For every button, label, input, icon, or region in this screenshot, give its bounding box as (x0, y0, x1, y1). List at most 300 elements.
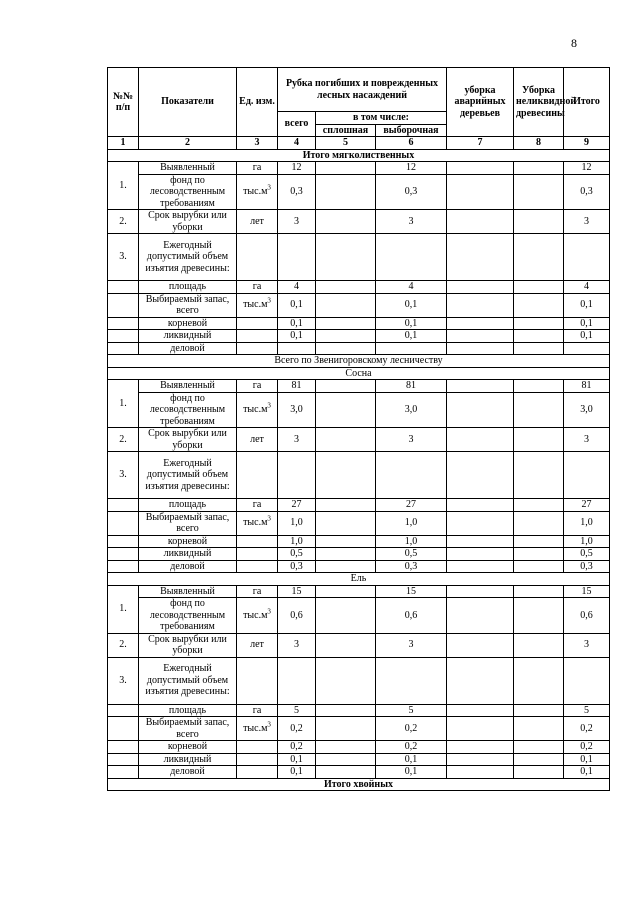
table-row (108, 330, 610, 343)
value-cell-c4: 0,1 (278, 753, 316, 766)
value-cell-c8 (514, 234, 564, 281)
table-row (108, 633, 610, 657)
value-cell-c7 (447, 633, 514, 657)
unit-cell (237, 392, 278, 428)
value-cell-c6: 0,2 (376, 717, 447, 741)
value-cell-c9: 3 (564, 633, 610, 657)
value-cell-c7 (447, 380, 514, 393)
unit-cell (237, 633, 278, 657)
value-cell-c6 (376, 342, 447, 355)
value-cell-c4: 12 (278, 162, 316, 175)
column-number: 8 (514, 137, 564, 150)
header-logging: Рубка погибших и поврежденных лесных насаждений (278, 68, 447, 112)
value-cell-c9: 0,2 (564, 741, 610, 754)
value-cell-c4: 3 (278, 428, 316, 452)
unit-superscript: 3 (267, 183, 271, 192)
unit-text: га (252, 499, 262, 510)
indicator-label: корневой (139, 317, 237, 330)
value-cell-c7 (447, 317, 514, 330)
unit-cell (237, 741, 278, 754)
value-cell-c5 (316, 452, 376, 499)
indicator-label: площадь (139, 281, 237, 294)
value-cell-c9 (564, 452, 610, 499)
value-cell-c9: 0,1 (564, 317, 610, 330)
unit-text: га (252, 704, 262, 716)
value-cell-c4: 1,0 (278, 535, 316, 548)
header-illiquid: Уборка неликвидной древесины (514, 68, 564, 137)
column-number: 5 (316, 137, 376, 150)
value-cell-c9: 3 (564, 428, 610, 452)
unit-cell (237, 704, 278, 717)
header-clear: сплошная (316, 124, 376, 137)
value-cell-c7 (447, 428, 514, 452)
value-cell-c5 (316, 317, 376, 330)
unit-cell (237, 766, 278, 779)
value-cell-c9: 0,1 (564, 766, 610, 779)
value-cell-c7 (447, 392, 514, 428)
table-body (108, 149, 610, 791)
unit-cell (237, 210, 278, 234)
value-cell-c8 (514, 428, 564, 452)
value-cell-c8 (514, 210, 564, 234)
value-cell-c5 (316, 633, 376, 657)
value-cell-c5 (316, 210, 376, 234)
value-cell-c9: 5 (564, 704, 610, 717)
value-cell-c8 (514, 162, 564, 175)
indicator-label: Ежегодный допустимый объем изъятия древесины: (139, 657, 237, 704)
row-number (108, 511, 139, 535)
table-row (108, 598, 610, 634)
table-row (108, 560, 610, 573)
value-cell-c7 (447, 281, 514, 294)
value-cell-c6: 12 (376, 162, 447, 175)
value-cell-c4: 5 (278, 704, 316, 717)
value-cell-c8 (514, 548, 564, 561)
header-itogo: Итого (564, 68, 610, 137)
unit-cell (237, 499, 278, 512)
unit-cell (237, 281, 278, 294)
value-cell-c4: 27 (278, 499, 316, 512)
value-cell-c7 (447, 766, 514, 779)
value-cell-c9 (564, 657, 610, 704)
header-incl: в том числе: (316, 112, 447, 125)
unit-cell (237, 657, 278, 704)
value-cell-c9 (564, 234, 610, 281)
value-cell-c4 (278, 234, 316, 281)
value-cell-c8 (514, 392, 564, 428)
value-cell-c9: 0,3 (564, 560, 610, 573)
table-row (108, 317, 610, 330)
value-cell-c5 (316, 330, 376, 343)
unit-text: лет (250, 433, 264, 445)
value-cell-c9: 0,3 (564, 174, 610, 210)
unit-superscript: 3 (267, 607, 271, 616)
section-title: Ель (108, 573, 610, 586)
value-cell-c7 (447, 499, 514, 512)
value-cell-c5 (316, 499, 376, 512)
section-title: Итого мягколиственных (108, 149, 610, 162)
column-number: 1 (108, 137, 139, 150)
value-cell-c5 (316, 342, 376, 355)
value-cell-c6: 3 (376, 633, 447, 657)
row-number: 3. (108, 657, 139, 704)
row-number: 3. (108, 452, 139, 499)
unit-cell (237, 317, 278, 330)
indicator-label: Ежегодный допустимый объем изъятия древесины: (139, 234, 237, 281)
value-cell-c7 (447, 535, 514, 548)
value-cell-c9: 15 (564, 585, 610, 598)
unit-text: га (252, 380, 262, 391)
value-cell-c6: 15 (376, 585, 447, 598)
table-row (108, 717, 610, 741)
table-row (108, 162, 610, 175)
value-cell-c8 (514, 281, 564, 294)
value-cell-c5 (316, 380, 376, 393)
value-cell-c6: 1,0 (376, 535, 447, 548)
value-cell-c9: 81 (564, 380, 610, 393)
value-cell-c6: 0,1 (376, 293, 447, 317)
value-cell-c5 (316, 560, 376, 573)
value-cell-c5 (316, 766, 376, 779)
column-numbers-row (108, 137, 610, 150)
value-cell-c5 (316, 657, 376, 704)
value-cell-c9: 0,1 (564, 330, 610, 343)
value-cell-c7 (447, 234, 514, 281)
indicator-label: ликвидный (139, 330, 237, 343)
section-title: Итого хвойных (108, 778, 610, 791)
unit-cell (237, 548, 278, 561)
column-number: 7 (447, 137, 514, 150)
value-cell-c5 (316, 428, 376, 452)
row-number (108, 717, 139, 741)
value-cell-c8 (514, 753, 564, 766)
section-header-row (108, 149, 610, 162)
indicator-label: корневой (139, 741, 237, 754)
unit-text: га (252, 585, 262, 597)
table-row (108, 174, 610, 210)
value-cell-c7 (447, 585, 514, 598)
indicator-label: Выявленный (139, 585, 237, 598)
value-cell-c5 (316, 281, 376, 294)
value-cell-c9: 0,5 (564, 548, 610, 561)
unit-cell (237, 342, 278, 355)
header-emergency: уборка аварийных деревьев (447, 68, 514, 137)
indicator-label: фонд по лесоводственным требованиям (139, 174, 237, 210)
table-row (108, 535, 610, 548)
table-row (108, 704, 610, 717)
unit-cell (237, 753, 278, 766)
header-selective: выборочная (376, 124, 447, 137)
value-cell-c4: 0,6 (278, 598, 316, 634)
indicator-label: Срок вырубки или уборки (139, 428, 237, 452)
value-cell-c6: 5 (376, 704, 447, 717)
header-num: №№ п/п (108, 68, 139, 137)
section-header-row (108, 778, 610, 791)
value-cell-c6: 3,0 (376, 392, 447, 428)
indicator-label: деловой (139, 560, 237, 573)
value-cell-c4: 3 (278, 633, 316, 657)
value-cell-c8 (514, 317, 564, 330)
value-cell-c7 (447, 162, 514, 175)
row-number: 3. (108, 234, 139, 281)
unit-superscript: 3 (267, 296, 271, 305)
table-row (108, 234, 610, 281)
value-cell-c5 (316, 741, 376, 754)
value-cell-c5 (316, 392, 376, 428)
section-header-row (108, 367, 610, 380)
indicator-label: Выявленный (139, 380, 237, 393)
unit-text: тыс.м (243, 517, 268, 529)
unit-cell (237, 452, 278, 499)
value-cell-c9: 12 (564, 162, 610, 175)
header-indicators: Показатели (139, 68, 237, 137)
value-cell-c7 (447, 741, 514, 754)
page-number: 8 (571, 36, 577, 50)
unit-text: га (252, 162, 262, 173)
value-cell-c5 (316, 234, 376, 281)
indicator-label: ликвидный (139, 753, 237, 766)
value-cell-c4: 3 (278, 210, 316, 234)
value-cell-c6: 0,6 (376, 598, 447, 634)
value-cell-c9: 0,1 (564, 293, 610, 317)
table-row (108, 548, 610, 561)
value-cell-c7 (447, 342, 514, 355)
indicator-label: корневой (139, 535, 237, 548)
indicator-label: площадь (139, 704, 237, 717)
indicator-label: фонд по лесоводственным требованиям (139, 598, 237, 634)
table-row (108, 210, 610, 234)
value-cell-c4 (278, 452, 316, 499)
table-row (108, 499, 610, 512)
table-row (108, 741, 610, 754)
unit-cell (237, 234, 278, 281)
row-number (108, 342, 139, 355)
value-cell-c8 (514, 704, 564, 717)
value-cell-c6: 3 (376, 210, 447, 234)
unit-text: тыс.м (243, 722, 268, 734)
value-cell-c9: 1,0 (564, 535, 610, 548)
value-cell-c8 (514, 499, 564, 512)
value-cell-c6: 0,3 (376, 174, 447, 210)
value-cell-c8 (514, 741, 564, 754)
unit-superscript: 3 (267, 401, 271, 410)
value-cell-c4: 0,2 (278, 717, 316, 741)
value-cell-c7 (447, 704, 514, 717)
value-cell-c9: 3,0 (564, 392, 610, 428)
value-cell-c5 (316, 704, 376, 717)
indicator-label: Выбираемый запас, всего (139, 511, 237, 535)
value-cell-c8 (514, 452, 564, 499)
unit-superscript: 3 (267, 720, 271, 729)
value-cell-c5 (316, 548, 376, 561)
value-cell-c8 (514, 511, 564, 535)
unit-cell (237, 535, 278, 548)
indicator-label: Выявленный (139, 162, 237, 175)
value-cell-c7 (447, 598, 514, 634)
value-cell-c4: 4 (278, 281, 316, 294)
value-cell-c4: 0,2 (278, 741, 316, 754)
table-row (108, 342, 610, 355)
indicator-label: Ежегодный допустимый объем изъятия древесины: (139, 452, 237, 499)
unit-cell (237, 511, 278, 535)
value-cell-c9: 0,6 (564, 598, 610, 634)
value-cell-c5 (316, 162, 376, 175)
value-cell-c8 (514, 766, 564, 779)
indicator-label: Срок вырубки или уборки (139, 633, 237, 657)
value-cell-c8 (514, 633, 564, 657)
value-cell-c4: 0,1 (278, 317, 316, 330)
section-title: Сосна (108, 367, 610, 380)
unit-cell (237, 585, 278, 598)
value-cell-c7 (447, 548, 514, 561)
value-cell-c8 (514, 585, 564, 598)
value-cell-c9 (564, 342, 610, 355)
section-title: Всего по Звенигоровскому лесничеству (108, 355, 610, 368)
value-cell-c8 (514, 535, 564, 548)
value-cell-c6: 81 (376, 380, 447, 393)
value-cell-c6 (376, 657, 447, 704)
unit-cell (237, 174, 278, 210)
unit-superscript: 3 (267, 514, 271, 523)
value-cell-c4 (278, 657, 316, 704)
indicator-label: фонд по лесоводственным требованиям (139, 392, 237, 428)
value-cell-c4: 3,0 (278, 392, 316, 428)
row-number (108, 499, 139, 512)
value-cell-c9: 0,2 (564, 717, 610, 741)
column-number: 6 (376, 137, 447, 150)
value-cell-c6: 0,5 (376, 548, 447, 561)
row-number (108, 766, 139, 779)
value-cell-c8 (514, 342, 564, 355)
value-cell-c6: 0,2 (376, 741, 447, 754)
value-cell-c6: 4 (376, 281, 447, 294)
value-cell-c9: 27 (564, 499, 610, 512)
row-number: 1. (108, 380, 139, 428)
value-cell-c9: 3 (564, 210, 610, 234)
indicator-label: площадь (139, 499, 237, 512)
value-cell-c5 (316, 174, 376, 210)
unit-text: тыс.м (243, 186, 268, 197)
column-number: 9 (564, 137, 610, 150)
unit-cell (237, 560, 278, 573)
value-cell-c4 (278, 342, 316, 355)
value-cell-c5 (316, 598, 376, 634)
value-cell-c8 (514, 380, 564, 393)
forest-logging-table (107, 67, 610, 791)
value-cell-c6: 0,3 (376, 560, 447, 573)
row-number (108, 330, 139, 343)
value-cell-c5 (316, 717, 376, 741)
table-row (108, 657, 610, 704)
unit-text: лет (250, 215, 264, 227)
indicator-label: деловой (139, 766, 237, 779)
value-cell-c5 (316, 585, 376, 598)
value-cell-c4: 15 (278, 585, 316, 598)
table-row (108, 293, 610, 317)
value-cell-c4: 0,1 (278, 293, 316, 317)
indicator-label: Выбираемый запас, всего (139, 293, 237, 317)
value-cell-c5 (316, 535, 376, 548)
row-number (108, 704, 139, 717)
table-row (108, 766, 610, 779)
unit-cell (237, 293, 278, 317)
row-number (108, 741, 139, 754)
value-cell-c5 (316, 753, 376, 766)
value-cell-c6: 0,1 (376, 753, 447, 766)
indicator-label: Выбираемый запас, всего (139, 717, 237, 741)
column-number: 2 (139, 137, 237, 150)
table-row (108, 585, 610, 598)
value-cell-c6: 0,1 (376, 317, 447, 330)
indicator-label: Срок вырубки или уборки (139, 210, 237, 234)
unit-text: тыс.м (243, 299, 268, 311)
value-cell-c4: 81 (278, 380, 316, 393)
unit-cell (237, 330, 278, 343)
row-number (108, 293, 139, 317)
value-cell-c7 (447, 560, 514, 573)
column-number: 4 (278, 137, 316, 150)
value-cell-c4: 0,3 (278, 174, 316, 210)
value-cell-c8 (514, 717, 564, 741)
row-number (108, 317, 139, 330)
unit-text: лет (250, 639, 264, 651)
value-cell-c8 (514, 598, 564, 634)
value-cell-c9: 0,1 (564, 753, 610, 766)
value-cell-c6: 3 (376, 428, 447, 452)
header-total: всего (278, 112, 316, 137)
indicator-label: ликвидный (139, 548, 237, 561)
unit-cell (237, 428, 278, 452)
row-number (108, 535, 139, 548)
header-unit: Ед. изм. (237, 68, 278, 137)
value-cell-c8 (514, 293, 564, 317)
value-cell-c7 (447, 753, 514, 766)
value-cell-c7 (447, 452, 514, 499)
value-cell-c5 (316, 511, 376, 535)
value-cell-c6: 0,1 (376, 766, 447, 779)
value-cell-c5 (316, 293, 376, 317)
value-cell-c6 (376, 234, 447, 281)
row-number: 2. (108, 210, 139, 234)
row-number: 1. (108, 162, 139, 210)
value-cell-c7 (447, 511, 514, 535)
table-row (108, 380, 610, 393)
column-number: 3 (237, 137, 278, 150)
section-header-row (108, 355, 610, 368)
section-header-row (108, 573, 610, 586)
row-number: 1. (108, 585, 139, 633)
unit-cell (237, 162, 278, 175)
table-row (108, 428, 610, 452)
table-row (108, 392, 610, 428)
value-cell-c7 (447, 657, 514, 704)
value-cell-c7 (447, 717, 514, 741)
value-cell-c6: 1,0 (376, 511, 447, 535)
value-cell-c7 (447, 293, 514, 317)
row-number: 2. (108, 428, 139, 452)
value-cell-c8 (514, 330, 564, 343)
value-cell-c4: 0,3 (278, 560, 316, 573)
row-number (108, 281, 139, 294)
value-cell-c8 (514, 657, 564, 704)
value-cell-c4: 0,5 (278, 548, 316, 561)
unit-cell (237, 717, 278, 741)
value-cell-c6: 27 (376, 499, 447, 512)
table-row (108, 511, 610, 535)
value-cell-c4: 1,0 (278, 511, 316, 535)
table-row (108, 281, 610, 294)
value-cell-c7 (447, 210, 514, 234)
